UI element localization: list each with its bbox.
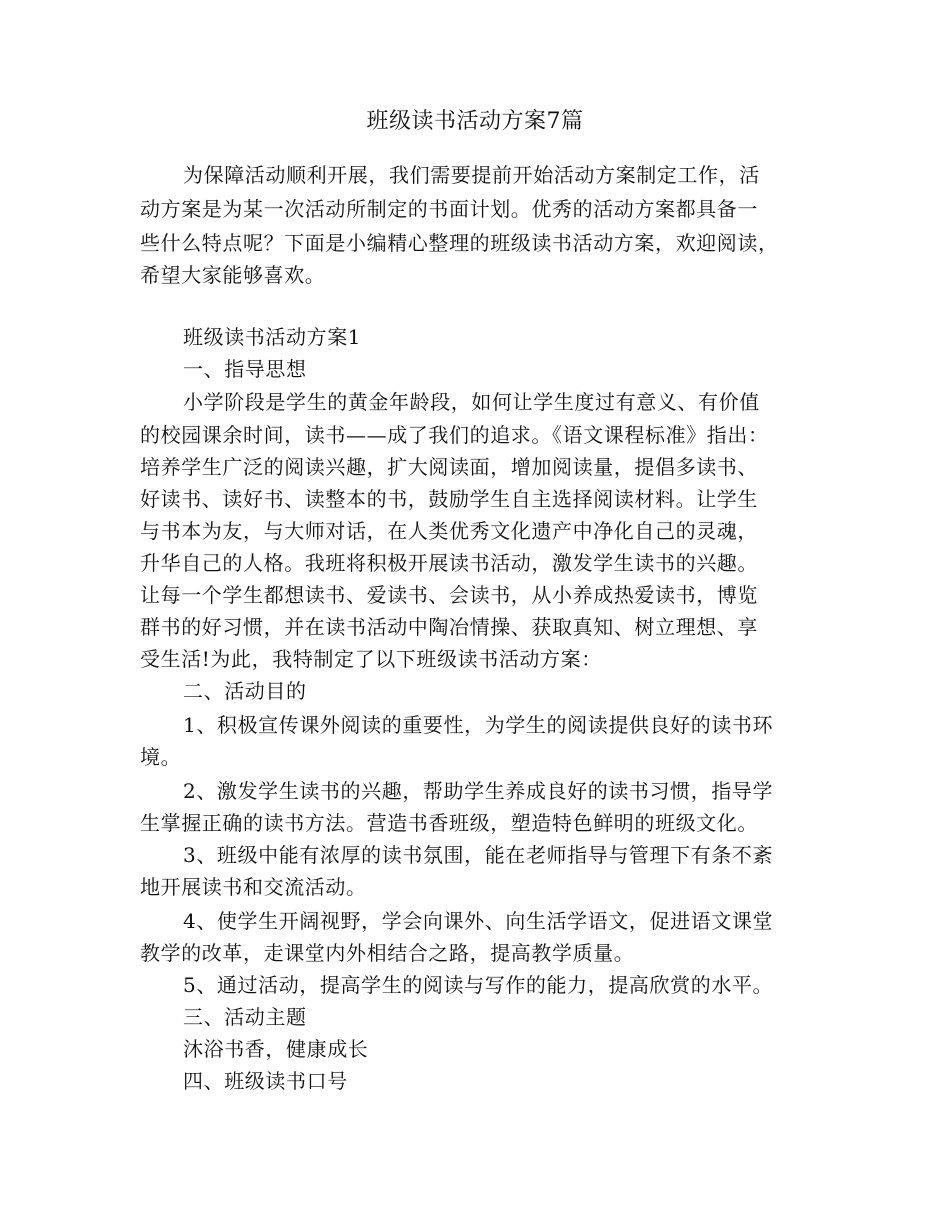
goal-5: 5、通过活动，提高学生的阅读与写作的能力，提高欣赏的水平。: [183, 973, 774, 997]
paragraph-line-6: 升华自己的人格。我班将积极开展读书活动，激发学生读书的兴趣。: [140, 551, 758, 575]
heading-class-slogan: 四、班级读书口号: [183, 1069, 348, 1093]
paragraph-line-4: 好读书、读好书、读整本的书，鼓励学生自主选择阅读材料。让学生: [140, 487, 758, 511]
goal-3-line-2: 地开展读书和交流活动。: [140, 875, 367, 899]
document-title: 班级读书活动方案7篇: [366, 109, 584, 134]
paragraph-line-3: 培养学生广泛的阅读兴趣，扩大阅读面，增加阅读量，提倡多读书、: [140, 455, 758, 479]
paragraph-line-9: 受生活!为此，我特制定了以下班级读书活动方案：: [140, 647, 602, 671]
intro-line-4: 希望大家能够喜欢。: [140, 263, 326, 287]
goal-1-line-2: 境。: [140, 745, 182, 769]
heading-activity-goals: 二、活动目的: [183, 679, 307, 703]
intro-line-1: 为保障活动顺利开展，我们需要提前开始活动方案制定工作，活: [183, 163, 760, 187]
goal-2-line-1: 2、激发学生读书的兴趣，帮助学生养成良好的读书习惯，指导学: [183, 779, 774, 803]
activity-theme-text: 沐浴书香，健康成长: [183, 1037, 369, 1061]
goal-4-line-2: 教学的改革，走课堂内外相结合之路，提高教学质量。: [140, 941, 635, 965]
paragraph-line-2: 的校园课余时间，读书——成了我们的追求。《语文课程标准》指出：: [140, 423, 769, 447]
section-title: 班级读书活动方案1: [183, 325, 362, 349]
paragraph-line-8: 群书的好习惯，并在读书活动中陶冶情操、获取真知、树立理想、享: [140, 615, 758, 639]
intro-line-2: 动方案是为某一次活动所制定的书面计划。优秀的活动方案都具备一: [140, 197, 758, 221]
goal-2-line-2: 生掌握正确的读书方法。营造书香班级，塑造特色鲜明的班级文化。: [140, 811, 758, 835]
intro-line-3: 些什么特点呢？下面是小编精心整理的班级读书活动方案，欢迎阅读，: [140, 231, 779, 255]
heading-guiding-ideology: 一、指导思想: [183, 357, 307, 381]
goal-1-line-1: 1、积极宣传课外阅读的重要性，为学生的阅读提供良好的读书环: [183, 713, 774, 737]
paragraph-line-1: 小学阶段是学生的黄金年龄段，如何让学生度过有意义、有价值: [183, 390, 760, 414]
paragraph-line-5: 与书本为友，与大师对话，在人类优秀文化遗产中净化自己的灵魂，: [140, 519, 758, 543]
paragraph-line-7: 让每一个学生都想读书、爱读书、会读书，从小养成热爱读书，博览: [140, 583, 758, 607]
heading-activity-theme: 三、活动主题: [183, 1005, 307, 1029]
goal-3-line-1: 3、班级中能有浓厚的读书氛围，能在老师指导与管理下有条不紊: [183, 843, 774, 867]
goal-4-line-1: 4、使学生开阔视野，学会向课外、向生活学语文，促进语文课堂: [183, 909, 774, 933]
